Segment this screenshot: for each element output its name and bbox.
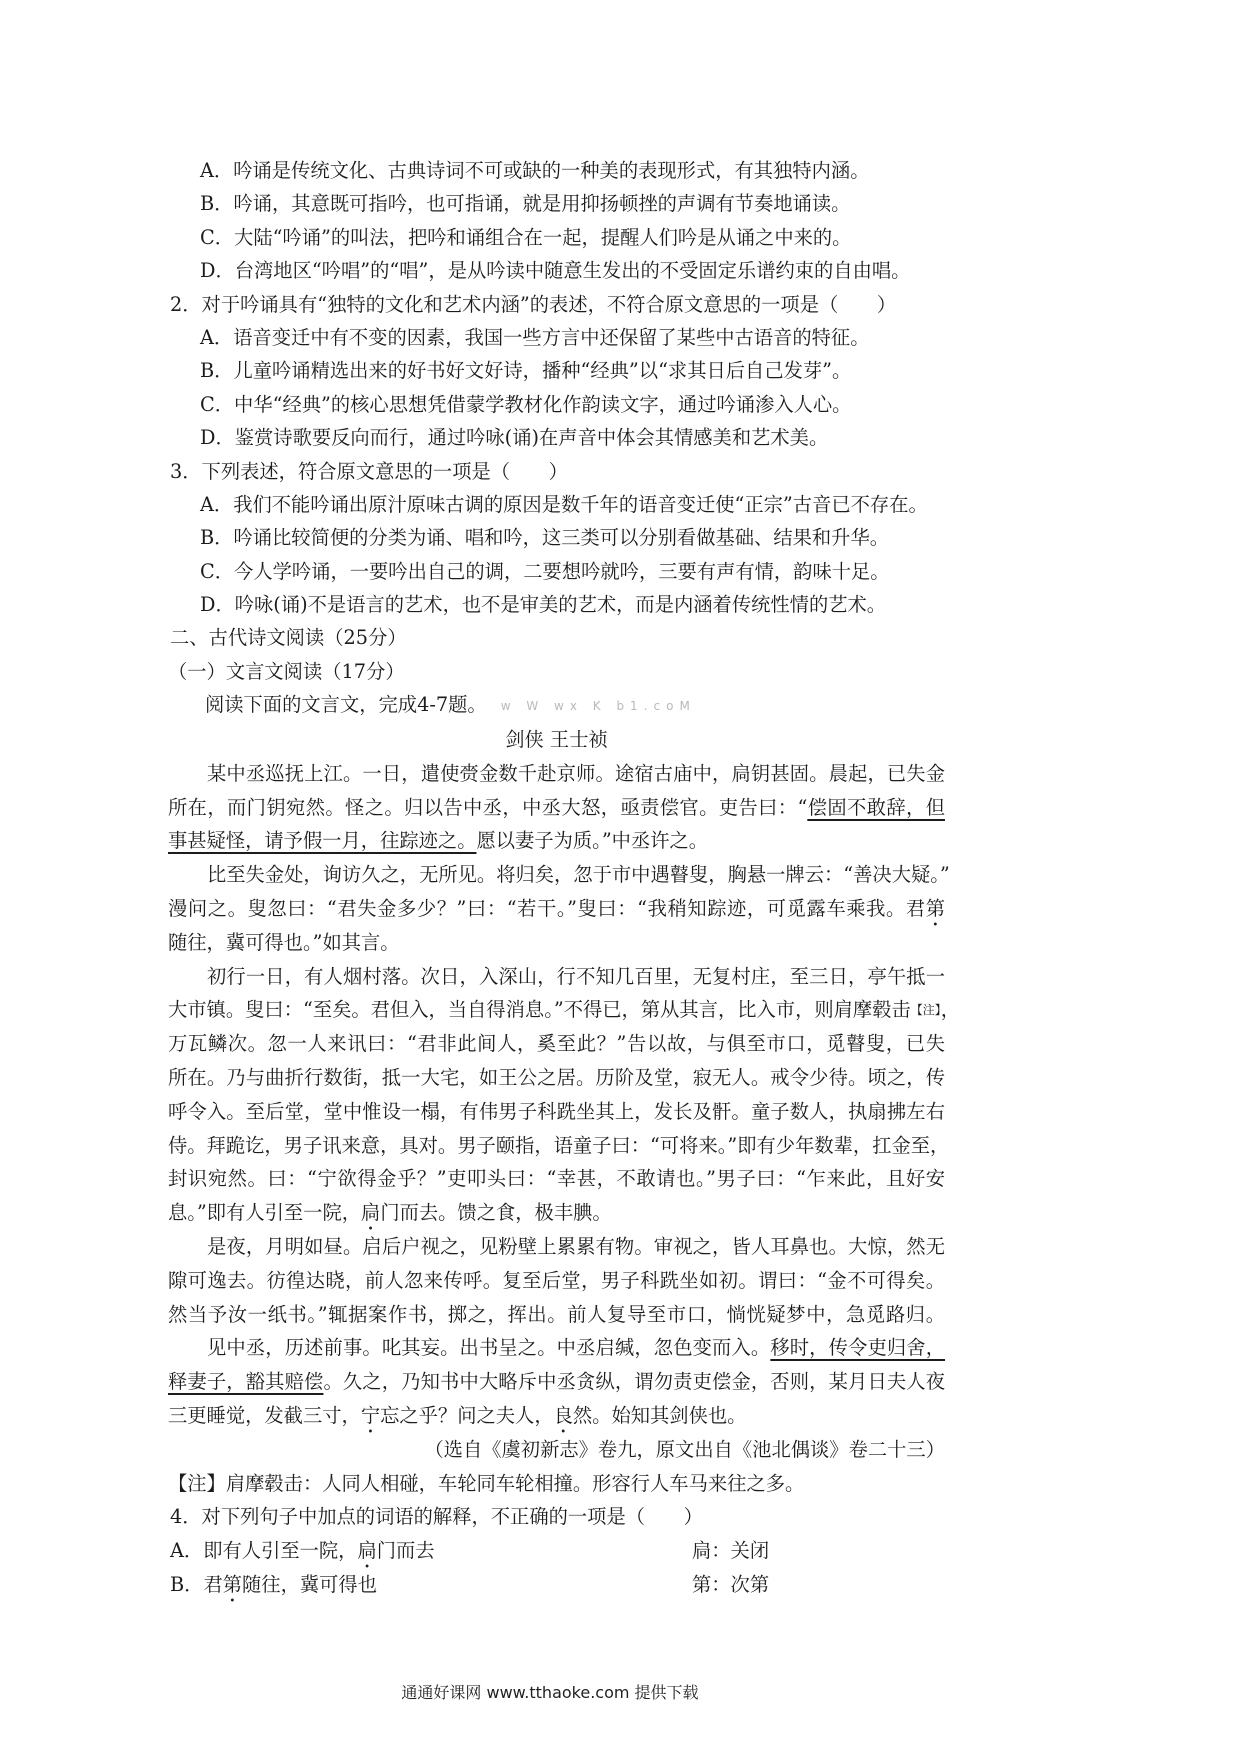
passage-text: 然。始知其剑侠也。 xyxy=(572,1403,747,1427)
note-marker: 【注】 xyxy=(910,1003,941,1018)
q4-sentence-text: 门而去 xyxy=(376,1539,435,1563)
passage-line: 某中丞巡抚上江。一日，遣使赍金数千赴京师。途宿古庙中，扃钥甚固。晨起，已失金 xyxy=(207,761,945,785)
passage-line xyxy=(168,993,961,1027)
reading-instruction-line xyxy=(205,688,968,721)
dotted-word: 宁 xyxy=(360,1403,381,1427)
passage-line: 比至失金处，询访久之，无所见。将归矣，忽于市中遇瞽叟，胸悬一牌云：“善决大疑。” xyxy=(207,863,950,887)
q4-gloss-a: 扃：关闭 xyxy=(692,1539,770,1563)
q4-sentence-text: A．即有人引至一院， xyxy=(170,1539,358,1563)
q2-option-d: D．鉴赏诗歌要反向而行，通过吟咏(诵)在声音中体会其情感美和艺术美。 xyxy=(200,426,829,450)
passage-line xyxy=(168,1196,945,1230)
passage-line: 然当予汝一纸书。”辄据案作书，掷之，挥出。前人复导至市口，惝恍疑梦中，急觅路归。 xyxy=(168,1302,945,1326)
passage-title: 剑侠 王士祯 xyxy=(505,728,608,751)
q1-option-b: B．吟诵，其意既可指吟，也可指诵，就是用抑扬顿挫的声调有节奏地诵读。 xyxy=(200,192,851,216)
passage-line xyxy=(168,824,945,858)
section-heading: 二、古代诗文阅读（25分） xyxy=(170,626,407,650)
passage-line xyxy=(168,892,945,926)
passage-text: 门而去。馈之食，极丰腆。 xyxy=(380,1201,612,1225)
q4-stem: 4．对下列句子中加点的词语的解释，不正确的一项是（ ） xyxy=(170,1505,703,1529)
passage-text: 大市镇。叟曰：“至矣。君但入，当自得消息。”不得已，第从其言，比入市，则肩摩毂击 xyxy=(168,998,911,1022)
passage-text: 愿以妻子为质。”中丞许之。 xyxy=(476,829,709,853)
passage-text: 息。”即有人引至一院， xyxy=(168,1201,362,1225)
passage-line: 随往，冀可得也。”如其言。 xyxy=(168,930,400,954)
q2-stem: 2．对于吟诵具有“独特的文化和艺术内涵”的表述，不符合原文意思的一项是（ ） xyxy=(170,292,897,316)
q1-option-a: A．吟诵是传统文化、古典诗词不可或缺的一种美的表现形式，有其独特内涵。 xyxy=(200,159,870,182)
passage-line xyxy=(168,791,945,825)
questions-block xyxy=(168,154,968,722)
q3-stem: 3．下列表述，符合原文意思的一项是（ ） xyxy=(170,459,568,483)
dotted-word: 第 xyxy=(925,896,945,920)
q4-gloss-b: 第：次第 xyxy=(692,1572,770,1596)
q4-option-a xyxy=(170,1534,968,1568)
passage-note: 【注】肩摩毂击：人同人相碰，车轮同车轮相撞。形容行人车马来往之多。 xyxy=(168,1471,805,1495)
dotted-word: 第 xyxy=(222,1572,243,1596)
passage-source: （选自《虞初新志》卷九，原文出自《池北偶谈》卷二十三） xyxy=(424,1437,945,1461)
passage-line xyxy=(207,1331,945,1365)
passage-text: 见中丞，历述前事。叱其妄。出书呈之。中丞启缄，忽色变而入。 xyxy=(207,1336,771,1360)
underlined-sentence: 释妻子，豁其赔偿 xyxy=(168,1370,324,1394)
q3-option-c: C．今人学吟诵，一要吟出自己的调，二要想吟就吟，三要有声有情，韵味十足。 xyxy=(200,559,890,583)
q3-option-d: D．吟咏(诵)不是语言的艺术，也不是审美的艺术，而是内涵着传统性情的艺术。 xyxy=(200,593,887,617)
q2-option-b: B．儿童吟诵精选出来的好书好文好诗，播种“经典”以“求其日后自己发芽”。 xyxy=(200,359,852,383)
passage-text: 。久之，乃知书中大略斥中丞贪纵，谓勿责吏偿金，否则，某月日夫人夜 xyxy=(323,1370,946,1394)
watermark: w W wx K b1.coM xyxy=(500,698,696,713)
passage-line: 呼令入。至后堂，堂中惟设一榻，有伟男子科跣坐其上，发长及骭。童子数人，执扇拂左右 xyxy=(168,1099,945,1123)
passage-text: ， xyxy=(940,998,961,1022)
q4-option-b xyxy=(170,1568,968,1602)
passage-line: 是夜，月明如昼。启后户视之，见粉壁上累累有物。审视之，皆人耳鼻也。大惊，然无 xyxy=(207,1234,945,1258)
page-footer: 通通好课网 www.tthaoke.com 提供下载 xyxy=(401,1683,699,1702)
underlined-sentence: 事甚疑怪，请予假一月，往踪迹之。 xyxy=(168,829,477,853)
reading-instruction: 阅读下面的文言文，完成4-7题。 xyxy=(205,693,487,717)
passage-text: 漫问之。叟忽曰：“君失金多少？”曰：“若干。”叟曰：“我稍知踪迹，可觅露车乘我。君 xyxy=(168,896,926,920)
passage-line: 侍。拜跪讫，男子讯来意，具对。男子颐指，语童子曰：“可将来。”即有少年数辈，扛金至， xyxy=(168,1133,950,1157)
passage-text: 三更睡觉，发截三寸， xyxy=(168,1403,361,1427)
dotted-word: 扃 xyxy=(361,1201,381,1225)
passage-text: 所在，而门钥宛然。怪之。归以告中丞，中丞大怒，亟责偿官。吏告曰：“ xyxy=(168,795,808,819)
q3-option-b: B．吟诵比较简便的分类为诵、唱和吟，这三类可以分别看做基础、结果和升华。 xyxy=(200,526,890,550)
passage-line: 所在。乃与曲折行数街，抵一大宅，如王公之居。历阶及堂，寂无人。戒令少待。顷之，传 xyxy=(168,1065,945,1089)
q2-option-a: A．语音变迁中有不变的因素，我国一些方言中还保留了某些中古语音的特征。 xyxy=(200,325,870,349)
q4-sentence-text: 随往，冀可得也 xyxy=(242,1572,377,1596)
passage-text: 忘之乎？问之夫人， xyxy=(380,1403,554,1427)
dotted-word: 扃 xyxy=(357,1539,377,1563)
passage-line xyxy=(168,1399,945,1433)
passage-block xyxy=(168,723,968,1602)
passage-line: 隙可逸去。彷徨达晓，前人忽来传呼。复至后堂，男子科跣坐如初。谓曰：“金不可得矣。 xyxy=(168,1268,945,1292)
q2-option-c: C．中华“经典”的核心思想凭借蒙学教材化作韵读文字，通过吟诵渗入人心。 xyxy=(200,392,852,416)
underlined-sentence: 偿固不敢辞，但 xyxy=(807,795,946,819)
passage-line: 封识宛然。曰：“宁欲得金乎？”吏叩头曰：“幸甚，不敢请也。”男子曰：“乍来此，且好安 xyxy=(168,1167,945,1191)
underlined-sentence: 移时，传令吏归舍， xyxy=(770,1336,946,1360)
q1-option-d: D．台湾地区“吟唱”的“唱”，是从吟读中随意生发出的不受固定乐谱约束的自由唱。 xyxy=(200,259,911,283)
dotted-word: 良 xyxy=(553,1403,573,1427)
q1-option-c: C．大陆“吟诵”的叫法，把吟和诵组合在一起，提醒人们吟是从诵之中来的。 xyxy=(200,225,852,249)
passage-line xyxy=(168,1365,945,1399)
section-subheading: （一）文言文阅读（17分） xyxy=(168,659,405,683)
passage-line: 万瓦鳞次。忽一人来讯曰：“君非此间人，奚至此？”告以故，与俱至市口，觅瞽叟，已失 xyxy=(168,1032,945,1056)
q4-sentence-text: B．君 xyxy=(170,1572,223,1596)
passage-line: 初行一日，有人烟村落。次日，入深山，行不知几百里，无复村庄，至三日，亭午抵一 xyxy=(207,964,945,988)
q3-option-a: A．我们不能吟诵出原汁原味古调的原因是数千年的语音变迁使“正宗”古音已不存在。 xyxy=(200,492,928,516)
